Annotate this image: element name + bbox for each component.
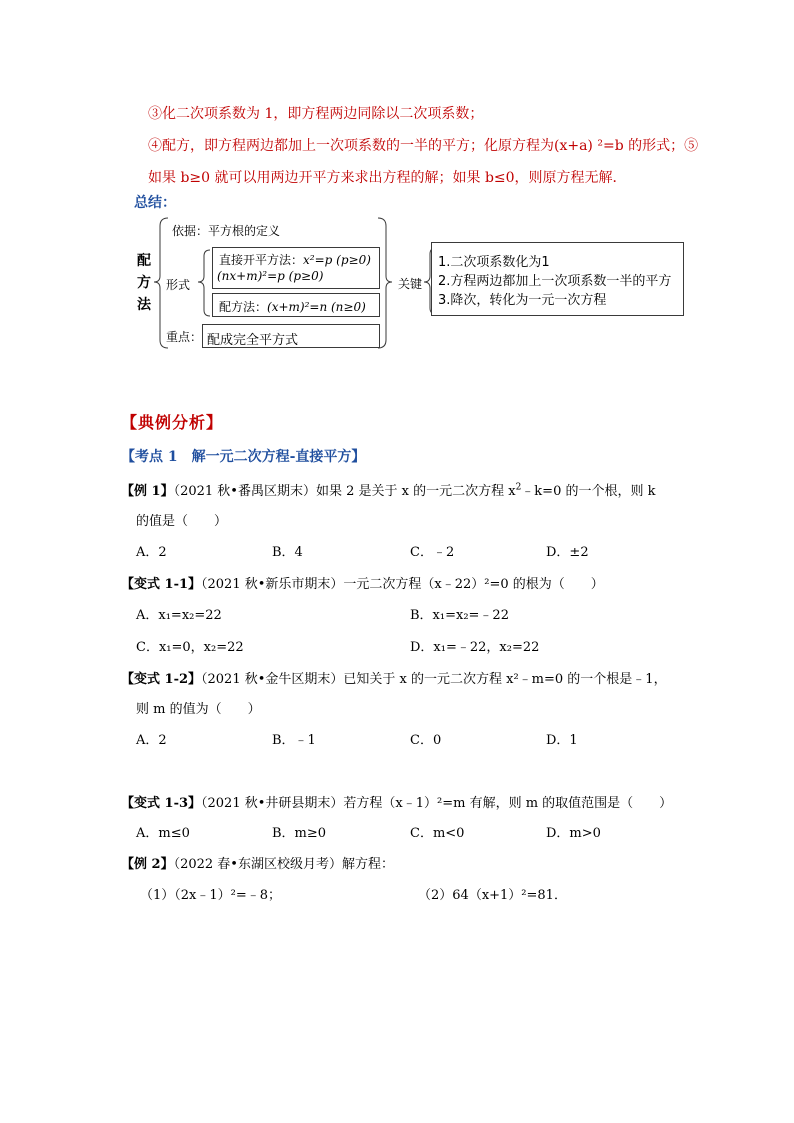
- example-1-option-a: A．2: [136, 545, 167, 560]
- variant-1-3-option-d: D．m>0: [546, 826, 601, 841]
- variant-1-2-option-d: D．1: [546, 733, 578, 748]
- key-item-3: 3.降次，转化为一元一次方程: [438, 293, 607, 308]
- example-1-option-b: B．4: [272, 545, 303, 560]
- key-item-2: 2.方程两边都加上一次项系数一半的平方: [438, 274, 672, 289]
- example-2-sub-2: （2）64（x+1）²=81．: [418, 888, 567, 903]
- variant-1-3-question: [121, 792, 672, 811]
- step-5-text: 如果 b≥0 就可以用两边开平方来求出方程的解；如果 b≤0，则原方程无解．: [148, 170, 627, 186]
- focus-value: 配成完全平方式: [207, 333, 299, 348]
- direct-method-box: [212, 247, 380, 289]
- basis-label: 依据：平方根的定义: [172, 224, 281, 238]
- variant-1-2-option-b: B．﹣1: [272, 733, 316, 748]
- diagram-title: 配 方 法: [137, 253, 151, 313]
- variant-1-3-option-a: A．m≤0: [136, 826, 190, 841]
- section-title: 【典例分析】: [121, 413, 224, 432]
- focus-box: [202, 324, 380, 348]
- variant-1-2-option-c: C．0: [410, 733, 442, 748]
- key-label: 关键: [398, 277, 423, 291]
- example-1-text-c: 的值是（ ）: [136, 514, 228, 529]
- step-3-text: ③化二次项系数为 1，即方程两边同除以二次项系数；: [148, 106, 484, 122]
- example-2-question: [121, 853, 394, 872]
- direct-formula-1: x²=p (p≥0): [303, 253, 371, 267]
- complete-method-label: 配方法：: [219, 300, 268, 314]
- summary-label: 总结：: [134, 195, 176, 211]
- example-2-text: （2022 春•东湖区校级月考）解方程：: [173, 857, 394, 872]
- form-label: 形式: [166, 278, 191, 292]
- example-2-sub-1: （1）（2x﹣1）²=﹣8；: [140, 888, 282, 903]
- variant-1-1-question: [121, 573, 604, 592]
- variant-1-2-question: [121, 668, 667, 687]
- example-1-question: 【例 1】（2021 秋•番禺区期末）如果 2 是关于 x 的一元二次方程 $x^2﹣k=0$ 的一个根，则 k: [121, 482, 656, 499]
- variant-1-1-tag: 【变式 1-1】: [121, 577, 202, 592]
- variant-1-2-tag: 【变式 1-2】: [121, 672, 202, 687]
- variant-1-1-option-a: A．x₁=x₂=22: [136, 608, 222, 623]
- diagram-brackets: [0, 0, 794, 400]
- variant-1-2-text-b: 则 m 的值为（ ）: [136, 702, 261, 717]
- example-1-option-d: D．±2: [546, 545, 589, 560]
- key-box: [431, 242, 684, 316]
- focus-label: 重点：: [166, 330, 203, 344]
- complete-formula: (x+m)²=n (n≥0): [267, 300, 366, 314]
- topic-title: 【考点 1 解一元二次方程-直接平方】: [121, 449, 366, 465]
- variant-1-1-option-d: D．x₁=﹣22，x₂=22: [410, 640, 540, 655]
- variant-1-2-text-a: （2021 秋•金牛区期末）已知关于 x 的一元二次方程 x²﹣m=0 的一个根是﹣1，: [201, 672, 667, 687]
- example-1-text-b: ﹣k=0 的一个根，则 k: [521, 484, 656, 499]
- example-1-option-c: C．﹣2: [410, 545, 455, 560]
- variant-1-3-option-c: C．m<0: [410, 826, 465, 841]
- example-1-tag: 【例 1】: [121, 484, 174, 499]
- direct-method-label: 直接开平方法：: [219, 253, 304, 267]
- example-2-tag: 【例 2】: [121, 857, 174, 872]
- variant-1-3-tag: 【变式 1-3】: [121, 796, 202, 811]
- variant-1-3-option-b: B．m≥0: [272, 826, 327, 841]
- variant-1-2-option-a: A．2: [136, 733, 167, 748]
- key-item-1: 1.二次项系数化为1: [438, 255, 550, 270]
- step-4-text: ④配方，即方程两边都加上一次项系数的一半的平方；化原方程为(x+a) ²=b 的形式；⑤: [148, 138, 699, 154]
- variant-1-1-option-c: C．x₁=0，x₂=22: [136, 640, 244, 655]
- complete-method-box: [212, 293, 380, 317]
- direct-formula-2: (nx+m)²=p (p≥0): [217, 269, 324, 283]
- variant-1-3-text: （2021 秋•井研县期末）若方程（x﹣1）²=m 有解，则 m 的取值范围是（ ）: [201, 796, 673, 811]
- variant-1-1-text: （2021 秋•新乐市期末）一元二次方程（x﹣22）²=0 的根为（ ）: [201, 577, 604, 592]
- variant-1-1-option-b: B．x₁=x₂=﹣22: [410, 608, 509, 623]
- example-1-text-a: （2021 秋•番禺区期末）如果 2 是关于 x 的一元二次方程 x: [173, 484, 516, 499]
- method-diagram: [0, 0, 794, 400]
